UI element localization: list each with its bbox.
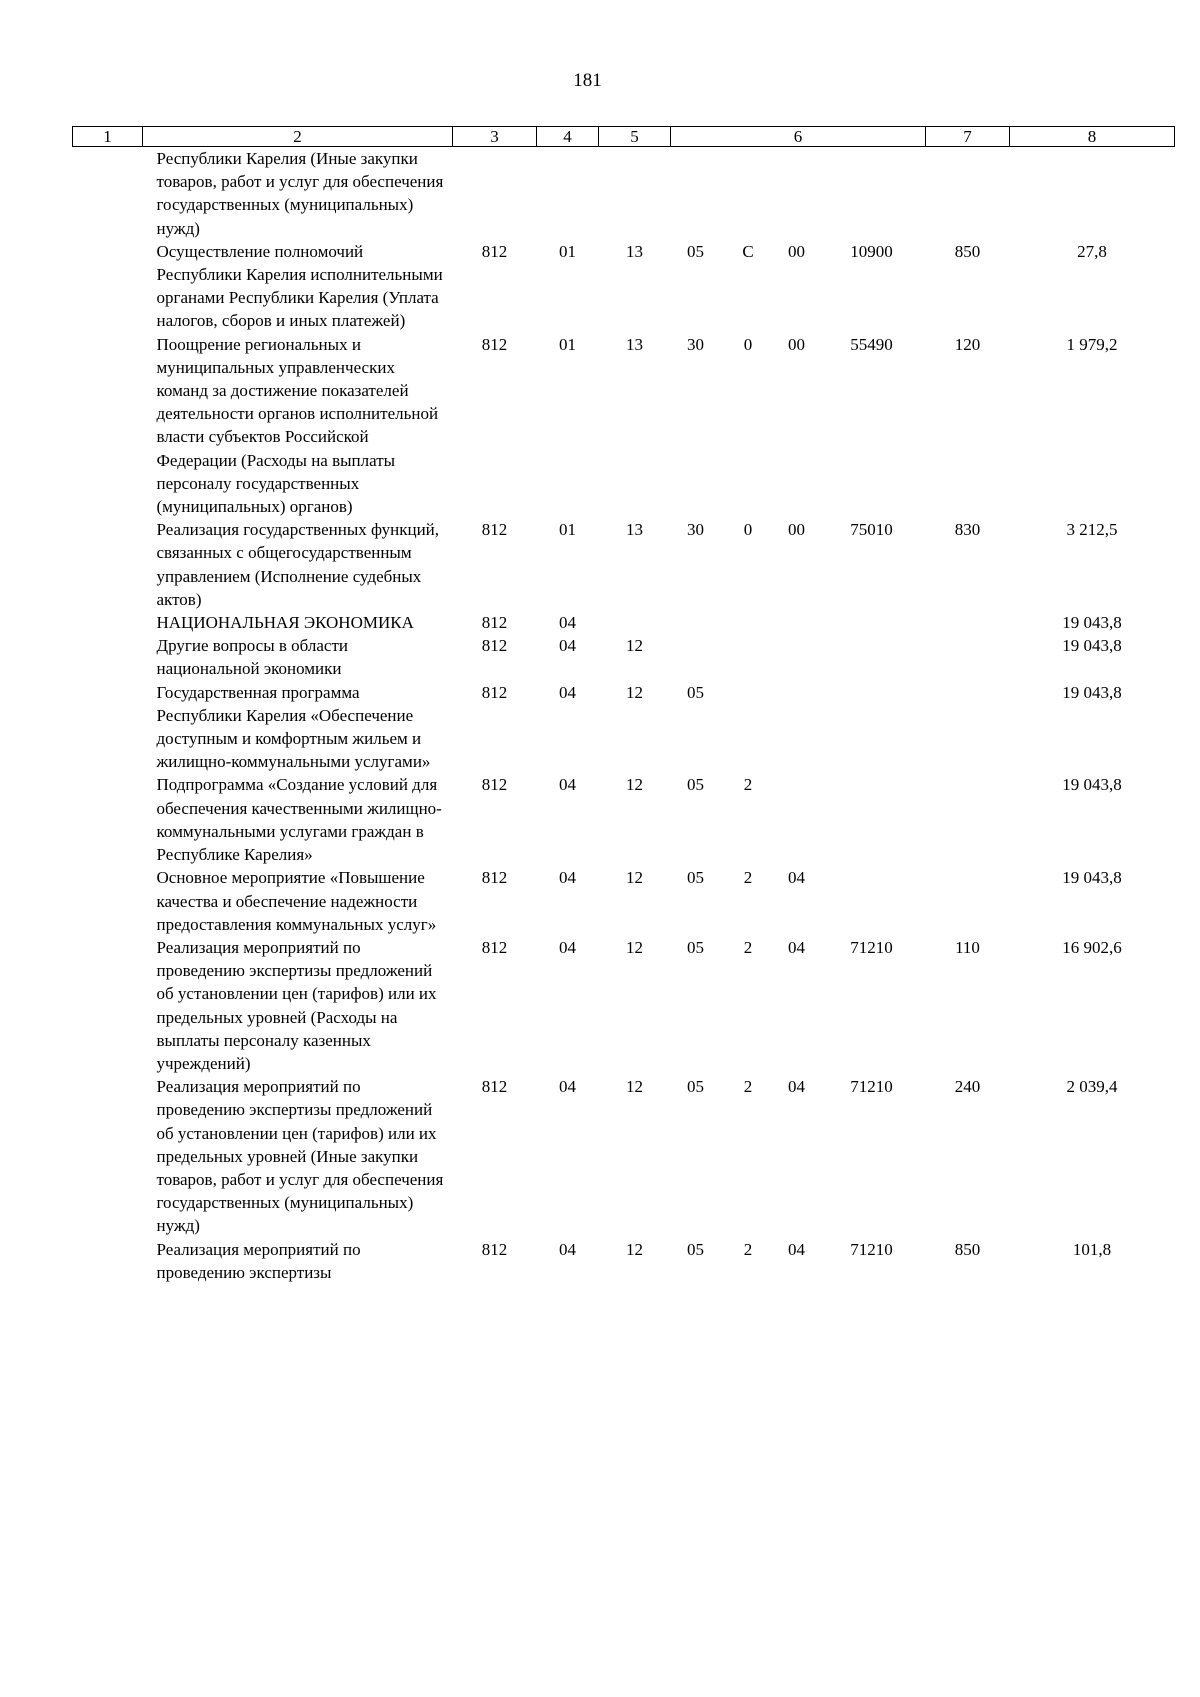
program-code: 05	[687, 1077, 704, 1097]
table-row	[73, 147, 1175, 240]
measure-code	[776, 147, 818, 240]
admin-code: 812	[481, 682, 508, 702]
table-row	[73, 681, 1175, 774]
table-row	[73, 611, 1175, 634]
direction-code: 10900	[850, 241, 893, 261]
direction-code	[818, 611, 926, 634]
measure-code: 04	[788, 868, 805, 888]
table-row	[73, 240, 1175, 333]
direction-code	[818, 866, 926, 936]
subsection-code: 12	[626, 775, 643, 795]
section-code: 04	[559, 775, 576, 795]
expense-type-code	[926, 634, 1010, 680]
expense-type-code	[926, 773, 1010, 866]
measure-code: 04	[788, 1239, 805, 1259]
item-name: НАЦИОНАЛЬНАЯ ЭКОНОМИКА	[156, 613, 414, 633]
amount: 3 212,5	[1066, 520, 1118, 540]
item-name: Реализация государственных функций, связанных с общегосударственным управлением (Исполнение судебных актов)	[156, 520, 440, 609]
row-number-cell	[73, 1075, 143, 1237]
table-row	[73, 634, 1175, 680]
row-number-cell	[73, 1238, 143, 1284]
item-name: Подпрограмма «Создание условий для обеспечения качественными жилищно-коммунальными услугами граждан в Республике Карелия»	[156, 775, 442, 865]
direction-code	[818, 147, 926, 240]
subprogram-code	[721, 147, 776, 240]
admin-code: 812	[481, 1239, 508, 1259]
amount: 16 902,6	[1062, 937, 1122, 957]
expense-type-code	[926, 147, 1010, 240]
expense-type-code	[926, 866, 1010, 936]
table-row	[73, 333, 1175, 519]
program-code	[671, 147, 721, 240]
subprogram-code: 2	[743, 775, 753, 795]
row-number-cell	[73, 147, 143, 240]
item-name: Реализация мероприятий по проведению экспертизы	[156, 1239, 361, 1282]
subprogram-code: 2	[743, 937, 753, 957]
subsection-code	[599, 611, 671, 634]
table-row	[73, 1075, 1175, 1237]
expense-type-code	[926, 681, 1010, 774]
column-header: 4	[537, 127, 599, 147]
admin-code: 812	[481, 334, 508, 354]
admin-code: 812	[481, 937, 508, 957]
admin-code: 812	[481, 636, 508, 656]
direction-code	[818, 773, 926, 866]
subsection-code: 12	[626, 1239, 643, 1259]
column-header: 5	[599, 127, 671, 147]
section-code: 04	[559, 682, 576, 702]
admin-code: 812	[481, 868, 508, 888]
expense-type-code: 850	[954, 241, 981, 261]
subprogram-code: С	[742, 241, 754, 261]
column-number-row	[73, 127, 1175, 147]
subprogram-code: 2	[743, 1239, 753, 1259]
program-code	[671, 611, 721, 634]
measure-code: 00	[788, 520, 805, 540]
program-code: 30	[687, 520, 704, 540]
section-code: 01	[559, 334, 576, 354]
measure-code: 00	[788, 241, 805, 261]
row-number-cell	[73, 333, 143, 519]
subsection-code	[599, 147, 671, 240]
column-header: 6	[671, 127, 926, 147]
expense-type-code: 120	[954, 334, 981, 354]
subprogram-code: 0	[743, 334, 753, 354]
amount: 19 043,8	[1062, 868, 1122, 888]
section-code: 04	[559, 1239, 576, 1259]
admin-code: 812	[481, 775, 508, 795]
section-code: 04	[559, 868, 576, 888]
expense-type-code: 110	[955, 937, 980, 957]
row-number-cell	[73, 611, 143, 634]
row-number-cell	[73, 634, 143, 680]
item-name: Республики Карелия (Иные закупки товаров, работ и услуг для обеспечения государственных (муниципальных) нужд)	[156, 149, 444, 238]
direction-code: 71210	[850, 1239, 893, 1259]
program-code: 30	[687, 334, 704, 354]
expense-type-code: 240	[954, 1077, 981, 1097]
direction-code: 71210	[850, 937, 893, 957]
section-code: 04	[559, 1077, 576, 1097]
row-number-cell	[73, 773, 143, 866]
row-number-cell	[73, 936, 143, 1075]
page-number: 181	[573, 70, 602, 91]
section-code: 01	[559, 520, 576, 540]
subprogram-code	[721, 611, 776, 634]
row-number-cell	[73, 518, 143, 611]
subsection-code: 13	[626, 241, 643, 261]
item-name: Поощрение региональных и муниципальных управленческих команд за достижение показателей деятельности органов исполнительной власти субъектов Российской Федерации (Расходы на выплаты персоналу государственных (муниципальных) органов)	[156, 334, 439, 517]
section-code: 01	[559, 241, 576, 261]
row-number-cell	[73, 681, 143, 774]
expense-type-code	[926, 611, 1010, 634]
section-code: 04	[559, 937, 576, 957]
subprogram-code	[721, 681, 776, 774]
amount: 19 043,8	[1062, 775, 1122, 795]
section-code: 04	[559, 636, 576, 656]
item-name: Реализация мероприятий по проведению экспертизы предложений об установлении цен (тарифов) или их предельных уровней (Расходы на выплаты персоналу казенных учреждений)	[156, 937, 437, 1073]
column-header: 3	[453, 127, 537, 147]
measure-code	[776, 611, 818, 634]
subsection-code: 13	[626, 334, 643, 354]
item-name: Основное мероприятие «Повышение качества и обеспечение надежности предоставления коммунальных услуг»	[156, 868, 437, 934]
admin-code: 812	[481, 241, 508, 261]
measure-code: 04	[788, 937, 805, 957]
amount: 19 043,8	[1062, 613, 1122, 633]
column-header: 8	[1010, 127, 1175, 147]
program-code: 05	[687, 241, 704, 261]
subsection-code: 12	[626, 636, 643, 656]
budget-table	[72, 126, 1175, 1284]
subsection-code: 13	[626, 520, 643, 540]
subprogram-code: 2	[743, 1077, 753, 1097]
amount: 19 043,8	[1062, 682, 1122, 702]
amount: 27,8	[1077, 241, 1107, 261]
admin-code: 812	[481, 613, 508, 633]
table-row	[73, 518, 1175, 611]
column-header: 1	[73, 127, 143, 147]
program-code: 05	[687, 868, 704, 888]
amount: 101,8	[1072, 1239, 1112, 1259]
subsection-code: 12	[626, 868, 643, 888]
subsection-code: 12	[626, 682, 643, 702]
program-code: 05	[687, 682, 704, 702]
subprogram-code: 0	[743, 520, 753, 540]
program-code: 05	[687, 775, 704, 795]
subsection-code: 12	[626, 1077, 643, 1097]
expense-type-code: 850	[954, 1239, 981, 1259]
program-code: 05	[687, 1239, 704, 1259]
table-row	[73, 773, 1175, 866]
measure-code	[776, 634, 818, 680]
subsection-code: 12	[626, 937, 643, 957]
table-body	[73, 147, 1175, 1284]
program-code	[671, 634, 721, 680]
amount: 19 043,8	[1062, 636, 1122, 656]
item-name: Государственная программа Республики Карелия «Обеспечение доступным и комфортным жильем и жилищно-коммунальными услугами»	[156, 682, 431, 772]
item-name: Реализация мероприятий по проведению экспертизы предложений об установлении цен (тарифов) или их предельных уровней (Иные закупки товаров, работ и услуг для обеспечения государственных (муниципальных) нужд)	[156, 1077, 444, 1236]
amount	[1010, 147, 1175, 240]
direction-code: 75010	[850, 520, 893, 540]
expense-type-code: 830	[954, 520, 981, 540]
measure-code	[776, 773, 818, 866]
row-number-cell	[73, 240, 143, 333]
admin-code: 812	[481, 520, 508, 540]
table-row	[73, 936, 1175, 1075]
admin-code	[453, 147, 537, 240]
direction-code	[818, 634, 926, 680]
table-row	[73, 866, 1175, 936]
direction-code: 55490	[850, 334, 893, 354]
subprogram-code	[721, 634, 776, 680]
item-name: Осуществление полномочий Республики Карелия исполнительными органами Республики Карелия (Уплата налогов, сборов и иных платежей)	[156, 241, 443, 331]
measure-code: 00	[788, 334, 805, 354]
column-header: 2	[143, 127, 453, 147]
column-header: 7	[926, 127, 1010, 147]
admin-code: 812	[481, 1077, 508, 1097]
direction-code: 71210	[850, 1077, 893, 1097]
amount: 2 039,4	[1066, 1077, 1118, 1097]
section-code	[537, 147, 599, 240]
measure-code	[776, 681, 818, 774]
program-code: 05	[687, 937, 704, 957]
direction-code	[818, 681, 926, 774]
table-row	[73, 1238, 1175, 1284]
amount: 1 979,2	[1066, 334, 1118, 354]
subprogram-code: 2	[743, 868, 753, 888]
row-number-cell	[73, 866, 143, 936]
section-code: 04	[559, 613, 576, 633]
item-name: Другие вопросы в области национальной экономики	[156, 636, 348, 679]
measure-code: 04	[788, 1077, 805, 1097]
